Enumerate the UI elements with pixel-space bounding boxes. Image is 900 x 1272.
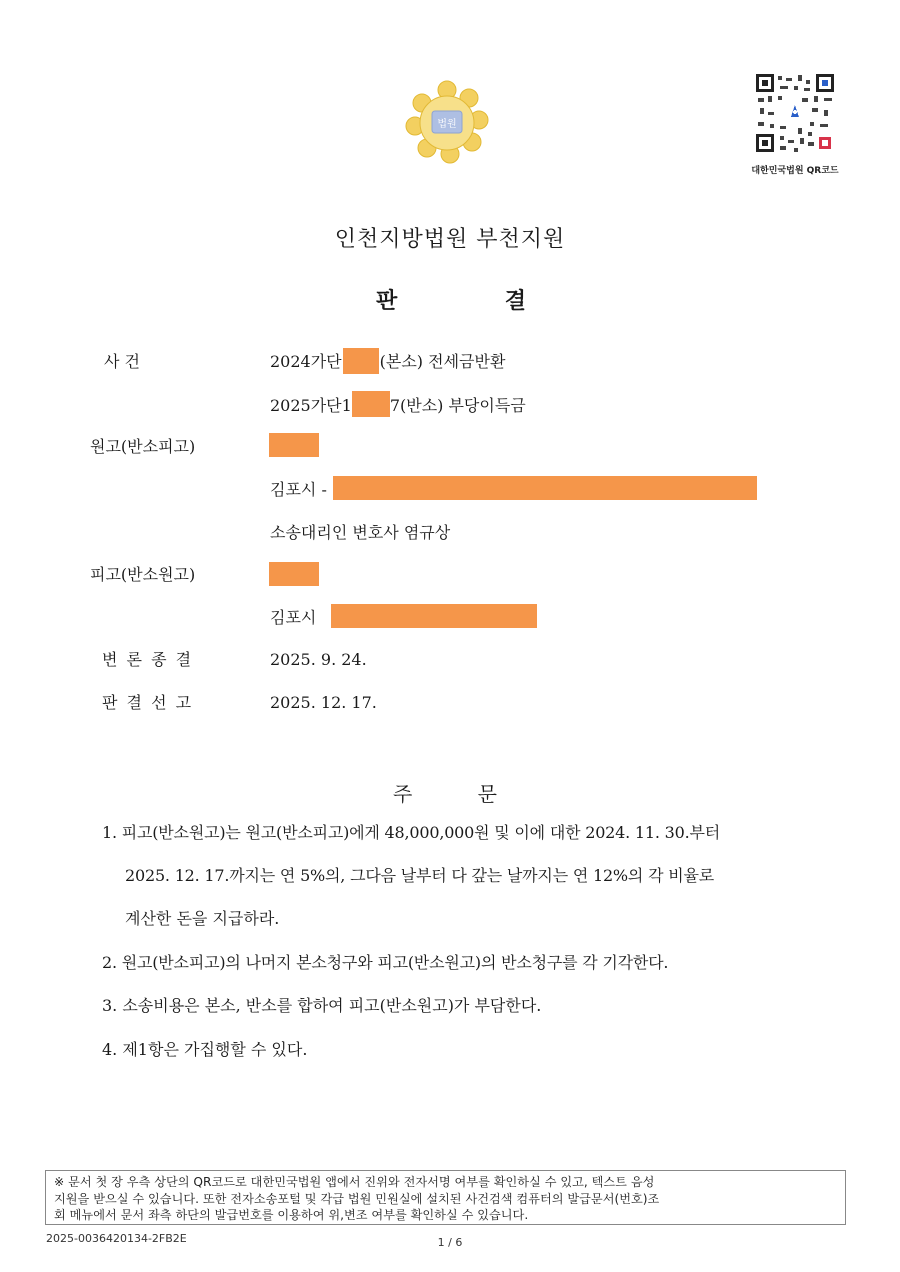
svg-text:법원: 법원 — [437, 119, 457, 130]
notice-line-1: ※ 문서 첫 장 우측 상단의 QR코드로 대한민국법원 앱에서 진위와 전자서명 여부를 확인하실 수 있고, 텍스트 음성 — [54, 1175, 655, 1189]
court-emblem-logo — [402, 78, 492, 168]
defendant-address: 김포시 — [270, 608, 317, 627]
redaction-block — [343, 348, 379, 374]
closing-date: 2025. 9. 24. — [270, 650, 367, 669]
document-title-char-1: 판 — [376, 289, 398, 314]
closing-label: 변 론 종 결 — [102, 650, 194, 669]
plaintiff-label: 원고(반소피고) — [90, 437, 196, 456]
ruling-item-1-line-2: 2025. 12. 17.까지는 연 5%의, 그다음 날부터 다 갚는 날까지는 연 12%의 각 비율로 — [125, 866, 714, 885]
ruling-item-2: 2. 원고(반소피고)의 나머지 본소청구와 피고(반소원고)의 반소청구를 각 기각한다. — [102, 953, 669, 972]
case-label: 사 건 — [104, 352, 140, 371]
ruling-item-1-line-1: 1. 피고(반소원고)는 원고(반소피고)에게 48,000,000원 및 이에 대한 2024. 11. 30.부터 — [102, 823, 721, 842]
case-number-2: 2025가단1 7(반소) 부당이득금 — [270, 396, 526, 415]
ruling-item-4: 4. 제1항은 가집행할 수 있다. — [102, 1040, 308, 1059]
notice-line-2: 지원을 받으실 수 있습니다. 또한 전자소송포털 및 각급 법원 민원실에 설치된 사건검색 컴퓨터의 발급문서(번호)조 — [54, 1191, 660, 1206]
redaction-block — [333, 476, 757, 500]
section-title-char-2: 문 — [477, 782, 497, 806]
verification-notice — [45, 1170, 846, 1225]
redaction-block — [352, 391, 390, 417]
qr-code[interactable] — [754, 72, 836, 154]
defendant-label: 피고(반소원고) — [90, 565, 196, 584]
document-title — [376, 284, 526, 315]
ruling-item-1-line-3: 계산한 돈을 지급하라. — [125, 909, 280, 928]
qr-code-label: 대한민국법원 QR코드 — [751, 166, 839, 176]
court-name: 인천지방법원 부천지원 — [334, 227, 566, 252]
judgment-date-label: 판 결 선 고 — [102, 693, 194, 712]
redaction-block — [269, 433, 319, 457]
case-number-1: 2024가단 (본소) 전세금반환 — [270, 352, 506, 371]
page-number: 1 / 6 — [437, 1236, 463, 1249]
plaintiff-attorney: 소송대리인 변호사 염규상 — [270, 523, 451, 542]
redaction-block — [269, 562, 319, 586]
judgment-date: 2025. 12. 17. — [270, 693, 377, 712]
ruling-item-3: 3. 소송비용은 본소, 반소를 합하여 피고(반소원고)가 부담한다. — [102, 996, 542, 1015]
redaction-block — [331, 604, 537, 628]
plaintiff-address: 김포시 - — [270, 480, 327, 499]
section-title-char-1: 주 — [393, 782, 413, 806]
document-title-char-2: 결 — [504, 289, 526, 314]
issue-number: 2025-0036420134-2FB2E — [46, 1232, 187, 1245]
notice-line-3: 회 메뉴에서 문서 좌측 하단의 발급번호를 이용하여 위,변조 여부를 확인하실 수 있습니다. — [54, 1208, 529, 1222]
section-title-order — [393, 778, 497, 807]
